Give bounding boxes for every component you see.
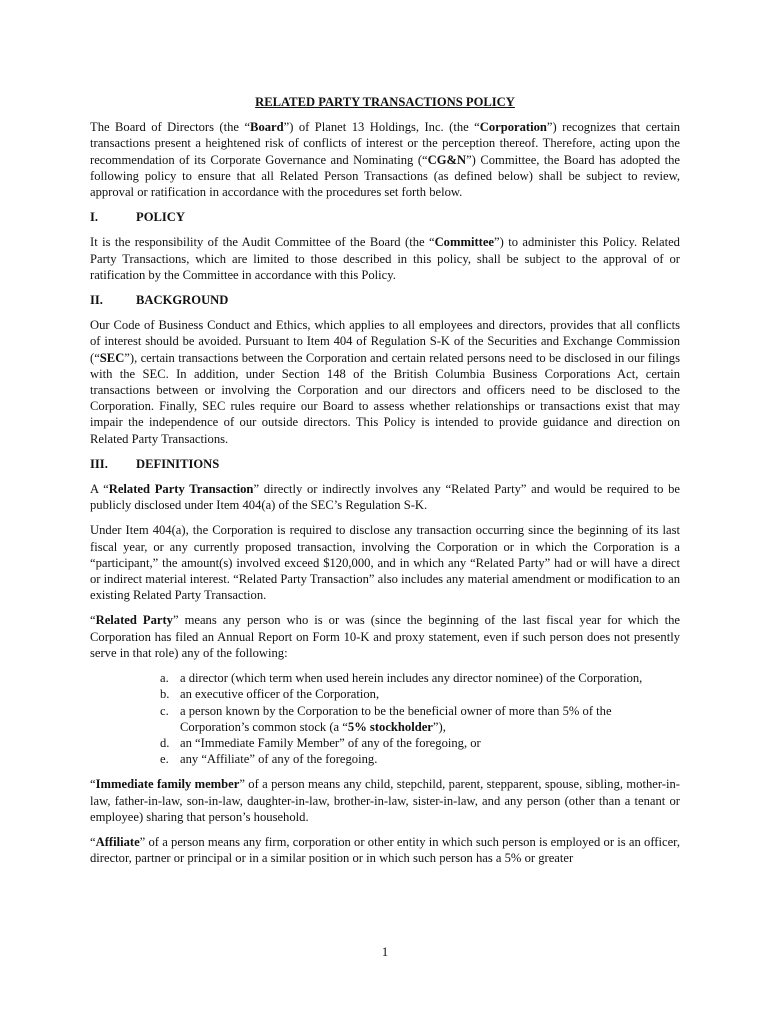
list-item: a. a director (which term when used herein includes any director nominee) of the Corporation, — [160, 671, 643, 686]
list-item: b. an executive officer of the Corporation, — [160, 687, 380, 702]
item-404a-paragraph: Under Item 404(a), the Corporation is required to disclose any transaction occurring since the beginning of its last fiscal year, or any currently proposed transaction, involving the Corporation or in which the Corporation is a “participant,” the amount(s) involved exceed $120,000, and in which any “Related Party” had or will have a direct or indirect material interest. “Related Party Transaction” also includes any material amendment or modification to an existing Related Party Transaction. — [90, 523, 680, 603]
section-heading-policy: I. POLICY — [90, 210, 185, 225]
definition-related-party-transaction: A “Related Party Transaction” directly or indirectly involves any “Related Party” and would be required to be publicly disclosed under Item 404(a) of the SEC’s Regulation S-K. — [90, 482, 681, 513]
background-paragraph: Our Code of Business Conduct and Ethics, which applies to all employees and directors, provides that all conflicts of interest should be avoided. Pursuant to Item 404 of Regulation S-K of the Securities and Exchange Commission (“SEC”), certain transactions between the Corporation and certain related persons need to be disclosed in our filings with the SEC. In addition, under Section 148 of the British Columbia Business Corporations Act, certain transactions between or involving the Corporation and our directors and officers need to be disclosed to the Corporation. Finally, SEC rules require our Board to assess whether relationships or transactions exist that may impair the independence of our outside directors. This Policy is intended to provide guidance and direction on Related Party Transactions. — [90, 318, 680, 446]
definition-related-party: “Related Party” means any person who is or was (since the beginning of the last fiscal year for which the Corporation has filed an Annual Report on Form 10-K and proxy statement, even if such person does not presently serve in that role) any of the following: — [90, 613, 680, 660]
related-party-list — [90, 670, 647, 767]
section-heading-background: II. BACKGROUND — [90, 293, 229, 308]
list-item: d. an “Immediate Family Member” of any of the foregoing, or — [160, 735, 481, 750]
list-item: c. a person known by the Corporation to be the beneficial owner of more than 5% of the Corporation’s common stock (a “5% stockholder”), — [160, 703, 612, 734]
definition-affiliate: “Affiliate” of a person means any firm, corporation or other entity in which such person is employed or is an officer, director, partner or principal or in a similar position or in which such person has a 5% or greater — [90, 834, 680, 866]
section-heading-definitions: III. DEFINITIONS — [90, 456, 220, 471]
page-number: 1 — [381, 945, 389, 959]
page-title: RELATED PARTY TRANSACTIONS POLICY — [255, 95, 515, 109]
document-page — [90, 94, 680, 875]
policy-paragraph: It is the responsibility of the Audit Committee of the Board (the “Committee”) to administer this Policy. Related Party Transactions, which are limited to those described in this policy, shall be subject to the approval of or ratification by the Committee in accordance with this Policy. — [90, 235, 680, 282]
definition-immediate-family-member: “Immediate family member” of a person means any child, stepchild, parent, stepparent, spouse, sibling, mother-in-law, father-in-law, son-in-law, daughter-in-law, brother-in-law, sister-in-law, and any person (other than a tenant or employee) sharing that person’s household. — [90, 777, 680, 824]
intro-paragraph: The Board of Directors (the “Board”) of Planet 13 Holdings, Inc. (the “Corporation”) recognizes that certain transactions present a heightened risk of conflicts of interest or the perception thereof. Therefore, acting upon the recommendation of its Corporate Governance and Nominating (“CG&N”) Committee, the Board has adopted the following policy to ensure that all Related Person Transactions (as defined below) shall be subject to review, approval or ratification in accordance with the procedures set forth below. — [90, 120, 680, 200]
list-item: e. any “Affiliate” of any of the foregoing. — [160, 752, 378, 767]
